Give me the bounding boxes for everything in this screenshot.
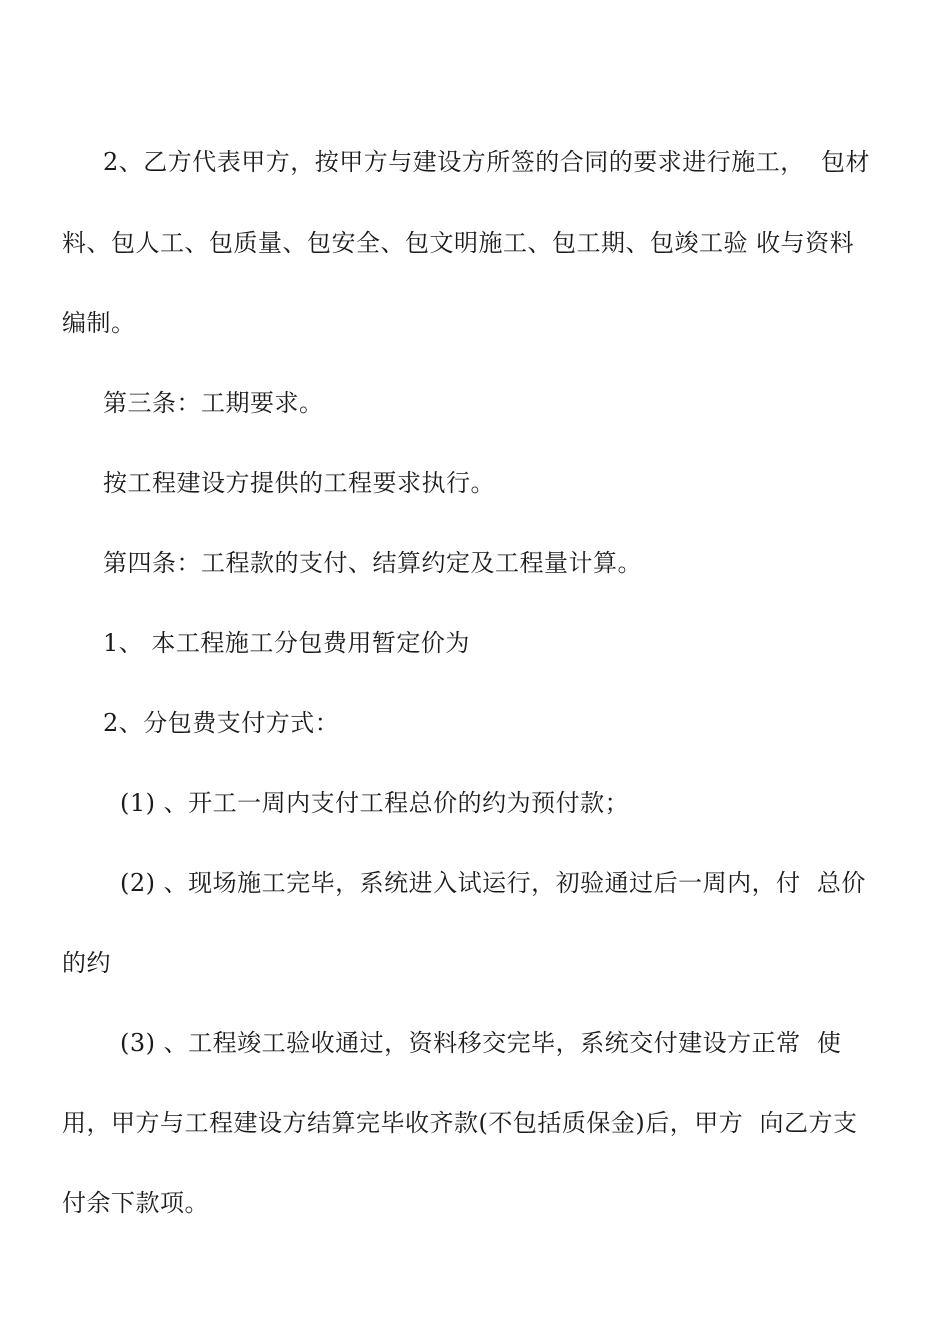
- paragraph-line: 2、乙方代表甲方，按甲方与建设方所签的合同的要求进行施工， 包材: [103, 148, 871, 176]
- paragraph-line: 的约: [62, 949, 111, 977]
- list-item: (3) 、工程竣工验收通过，资料移交完毕，系统交付建设方正常 使: [120, 1029, 842, 1057]
- section-heading: 第三条：工期要求。: [103, 389, 324, 417]
- paragraph-line: 用，甲方与工程建设方结算完毕收齐款(不包括质保金)后，甲方 向乙方支: [62, 1109, 858, 1137]
- paragraph-line: 按工程建设方提供的工程要求执行。: [103, 469, 495, 497]
- paragraph-line: 料、包人工、包质量、包安全、包文明施工、包工期、包竣工验 收与资料: [62, 229, 855, 257]
- paragraph-line: 2、分包费支付方式：: [103, 709, 340, 737]
- section-heading: 第四条：工程款的支付、结算约定及工程量计算。: [103, 549, 642, 577]
- paragraph-line: 付余下款项。: [62, 1189, 209, 1217]
- list-item: (2) 、现场施工完毕，系统进入试运行，初验通过后一周内，付 总价: [120, 869, 866, 897]
- paragraph-line: 编制。: [62, 309, 136, 337]
- paragraph-line: 1、 本工程施工分包费用暂定价为: [103, 629, 470, 657]
- list-item: (1) 、开工一周内支付工程总价的约为预付款；: [120, 789, 630, 817]
